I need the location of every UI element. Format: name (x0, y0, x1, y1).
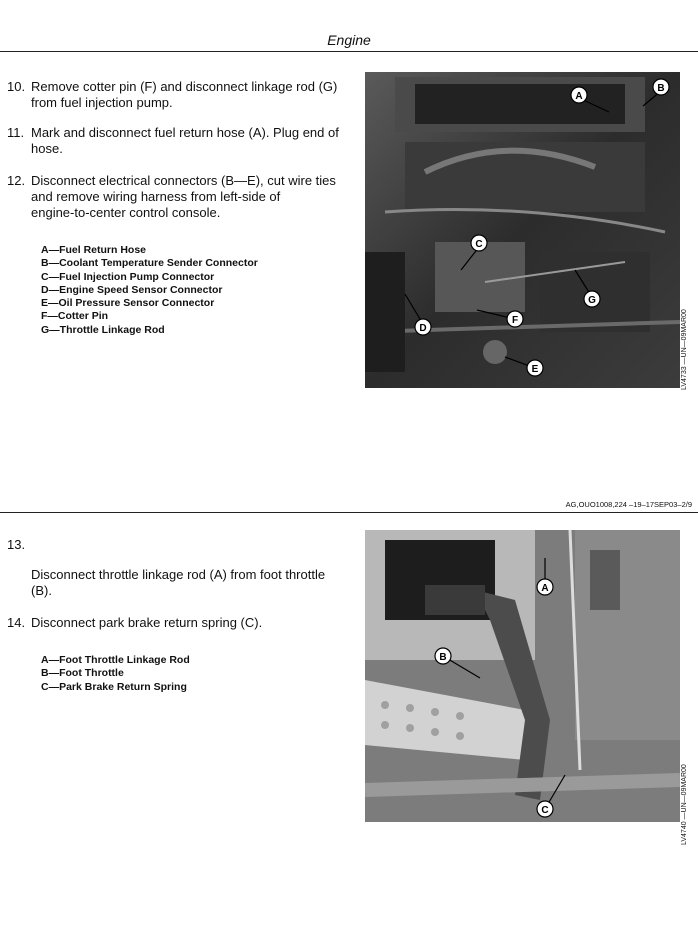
callout-label: C (475, 239, 483, 250)
step-number: 13. (7, 537, 26, 552)
figure-legend (41, 244, 258, 337)
legend-item: B—Foot Throttle (41, 667, 124, 680)
header-rule (0, 51, 698, 52)
figure-legend-2 (41, 654, 190, 694)
step-14 (7, 615, 347, 631)
step-number: 14. (7, 615, 26, 630)
throttle-photo-illustration (365, 530, 680, 822)
step-text: Mark and disconnect fuel return hose (A). Plug end of hose. (31, 125, 339, 156)
step-12 (7, 173, 357, 221)
legend-item: F—Cotter Pin (41, 310, 109, 323)
step-text: Disconnect park brake return spring (C). (31, 615, 263, 630)
callout-label: C (541, 805, 549, 816)
engine-photo-illustration (365, 72, 680, 388)
legend-item: D—Engine Speed Sensor Connector (41, 283, 223, 296)
legend-item: E—Oil Pressure Sensor Connector (41, 297, 215, 310)
callout-label: B (657, 83, 665, 94)
image-reference-2: LV4740 —UN—09MAR00 (681, 764, 688, 845)
legend-item: A—Foot Throttle Linkage Rod (41, 654, 190, 666)
legend-item: C—Park Brake Return Spring (41, 680, 187, 693)
step-10 (7, 79, 357, 111)
step-text: Disconnect throttle linkage rod (A) from foot throttle (B). (31, 567, 326, 598)
callout-label: B (439, 652, 447, 663)
step-number: 12. (7, 173, 26, 188)
step-number: 11. (7, 125, 25, 140)
legend-item: B—Coolant Temperature Sender Connector (41, 257, 258, 270)
step-text: Disconnect electrical connectors (B—E), cut wire ties and remove wiring harness from left-side of engine-to-center control console. (31, 173, 336, 220)
step-11 (7, 125, 357, 157)
step-text: Remove cotter pin (F) and disconnect linkage rod (G) from fuel injection pump. (31, 79, 338, 110)
section-divider (0, 512, 698, 513)
throttle-photo (365, 530, 680, 822)
step-13-number (7, 537, 347, 553)
callout-label: F (511, 315, 519, 326)
page-title: Engine (327, 32, 371, 48)
callout-label: D (419, 323, 427, 334)
callout-label: E (531, 364, 539, 375)
callout-label: A (541, 583, 549, 594)
engine-photo (365, 72, 680, 388)
callout-label: A (575, 91, 583, 102)
callout-label: G (588, 295, 596, 306)
document-reference: AG,OUO1008,224 –19–17SEP03–2/9 (565, 500, 692, 509)
legend-item: C—Fuel Injection Pump Connector (41, 270, 215, 283)
image-reference: LV4733 —UN—09MAR00 (681, 309, 688, 390)
step-number: 10. (7, 79, 26, 94)
legend-item: G—Throttle Linkage Rod (41, 323, 165, 336)
step-13 (7, 567, 347, 599)
legend-item: A—Fuel Return Hose (41, 244, 147, 256)
